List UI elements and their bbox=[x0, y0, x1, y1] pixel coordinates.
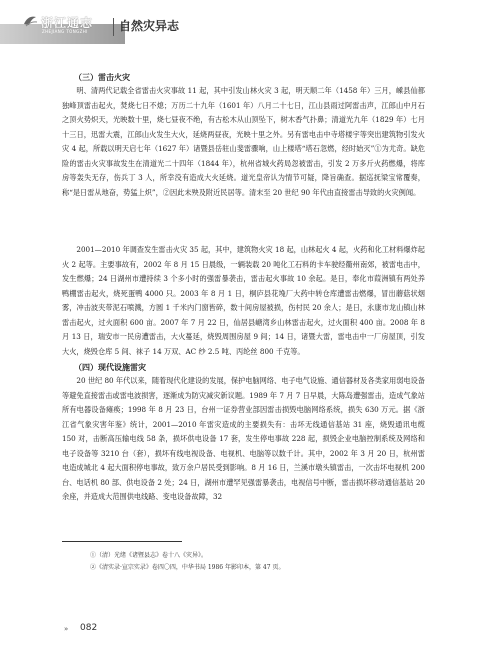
paragraph: 明、清两代记载全省雷击火灾事故 11 起，其中引发山林火灾 3 起，明天顺二年（1458 年）三月，嵊县仙都独峰顶雷击起火，焚烧七日不熄；万历二十九年（1601 年）八月二十七日，江山县雨过阿雷击声，江郎山中月石之顶火势炽天，光映数十里，烧七昼夜不绝，有古松木从山顶坠下，树木香气扑鼻；清道光九年（1829 年）七月十三日，迅雷大震，江郎山火发生大火，延烧两昼夜，光映十里之外。另有雷电击中寺塔楼宇等突出建筑物引发火灾 4 起，所载以明天启七年（1627 年）诸暨县岳驻山斐雷骤响，山上楼塔“塔石忽燃，经时始灭”①为尤奇。缺危险的雷击火灾事故发生在清道光二十四年（1844 年），杭州省城火药局忽被雷击，引发 2 万多斤火药燃爆，将库房等轰失无存，伤兵丁 3 人，所幸没有造成大火延烧。道光皇帝认为情节可疑，降旨确查。据巡抚梁宝常覆奏，称“是日雷从地奋，势猛上炽”，②因此未殃及附近民居等。清末至 20 世纪 90 年代由直接雷击导致的火灾例闻。 bbox=[62, 86, 425, 197]
logo-text: 浙江通志 bbox=[41, 16, 94, 30]
page-number: 082 bbox=[80, 623, 98, 633]
header-divider bbox=[113, 18, 114, 36]
logo-mark-icon bbox=[22, 12, 38, 28]
logo bbox=[41, 14, 101, 44]
paragraph: 2001—2010 年调查发生雷击火灾 35 起，其中，建筑物火灾 18 起，山林起火 4 起，火药和化工材料爆炸起火 2 起等。主要事故有，2002 年 8 月 15 日晨级，一辆装载 20 吨化工石料的卡车驶经衢州南郊，被雷电击中，发生燃爆；24 日湖州市遭持续 3 个多小时的强雷暴袭击，雷击起火事故 10 余起。是日，奉化市葭洲镇有两处养鸭棚雷击起火，烧死蛋鸭 4000 只。2003 年 8 月 1 日，桐庐县花堍厂大药中转仓库遭雷击燃爆，冒出蘑菇状烟雾，冲击波夹带泥石喷溅，方圆 1 千米内门窗皆碎，数十间房屋被损，伤村民 20 余人；是日，永康市龙山镇山林雷击起火，过火面积 600 亩。2007 年 7 月 22 日，仙居县嵣湾乡山林雷击起火，过火面积 400 亩。2008 年 8 月 13 日，瑞安市一民房遭雷击，大火蔓延，烧毁周围房屋 9 间；14 日，诸暨大雷，雷电击中一厂房屋顶，引发大火，烧毁仓库 5 间、袜子 14 万双、AC 纱 2.5 吨、丙纶丝 800 千克等。 bbox=[62, 245, 425, 356]
paragraph: 20 世纪 80 年代以来，随着现代化建设的发展，保护电脑网络、电子电气设施、通信器材及各类家用弱电设备等避免直接雷击或雷电波损害，逐渐成为防灾减灾新议题。1989 年 7 月 7 日早晨，大陈岛遭强雷击，造成气象站所有电器设备瘫痪；1998 年 8 月 23 日，台州一证券营业部因雷击损毁电脑网络系统，损失 630 万元。据《浙江省气象灾害年鉴》统计，2001—2010 年雷灾造成的主要损失有：击坏无线通信基站 31 座，烧毁通讯电缆 150 对，击断高压输电线 58 条，损坏供电设备 17 套，发生停电事故 228 起，损毁企业电脑控制系统及网络和电子设备等 3210 台（套），损坏有线电视设备、电视机、电脑等以数千计。其中，2002 年 3 月 20 日，杭州雷电造成城北 4 起大面积停电事故，致万余户居民受到影响。8 月 16 日，兰溪市墩头镇雷击，一次击坏电视机 200 台、电话机 80 部、供电设备 2 处；24 日，湖州市遭罕见强雷暴袭击，电视信号中断，雷击损坏移动通信基站 20 余座，并造成大范围供电线路、变电设备故障，32 bbox=[62, 376, 425, 501]
volume-title: 自然灾异志 bbox=[119, 19, 180, 33]
section-title-lightning-fire: （三）雷击火灾 bbox=[74, 72, 130, 82]
footnote-divider bbox=[62, 541, 182, 542]
footnote-1: ①（清）光绪《诸暨县志》卷十八《灾异》。 bbox=[90, 552, 208, 559]
page-marker-icon: » bbox=[64, 625, 69, 633]
section-title-modern-facility: （四）现代设施雷灾 bbox=[74, 362, 146, 372]
page-header bbox=[0, 0, 480, 44]
footnote-2: ②《清实录·宣宗实录》卷四〇四，中华书局 1986 年影印本，第 47 页。 bbox=[90, 564, 285, 571]
logo-subtext: ZHEJIANG TONGZHI bbox=[42, 29, 88, 34]
